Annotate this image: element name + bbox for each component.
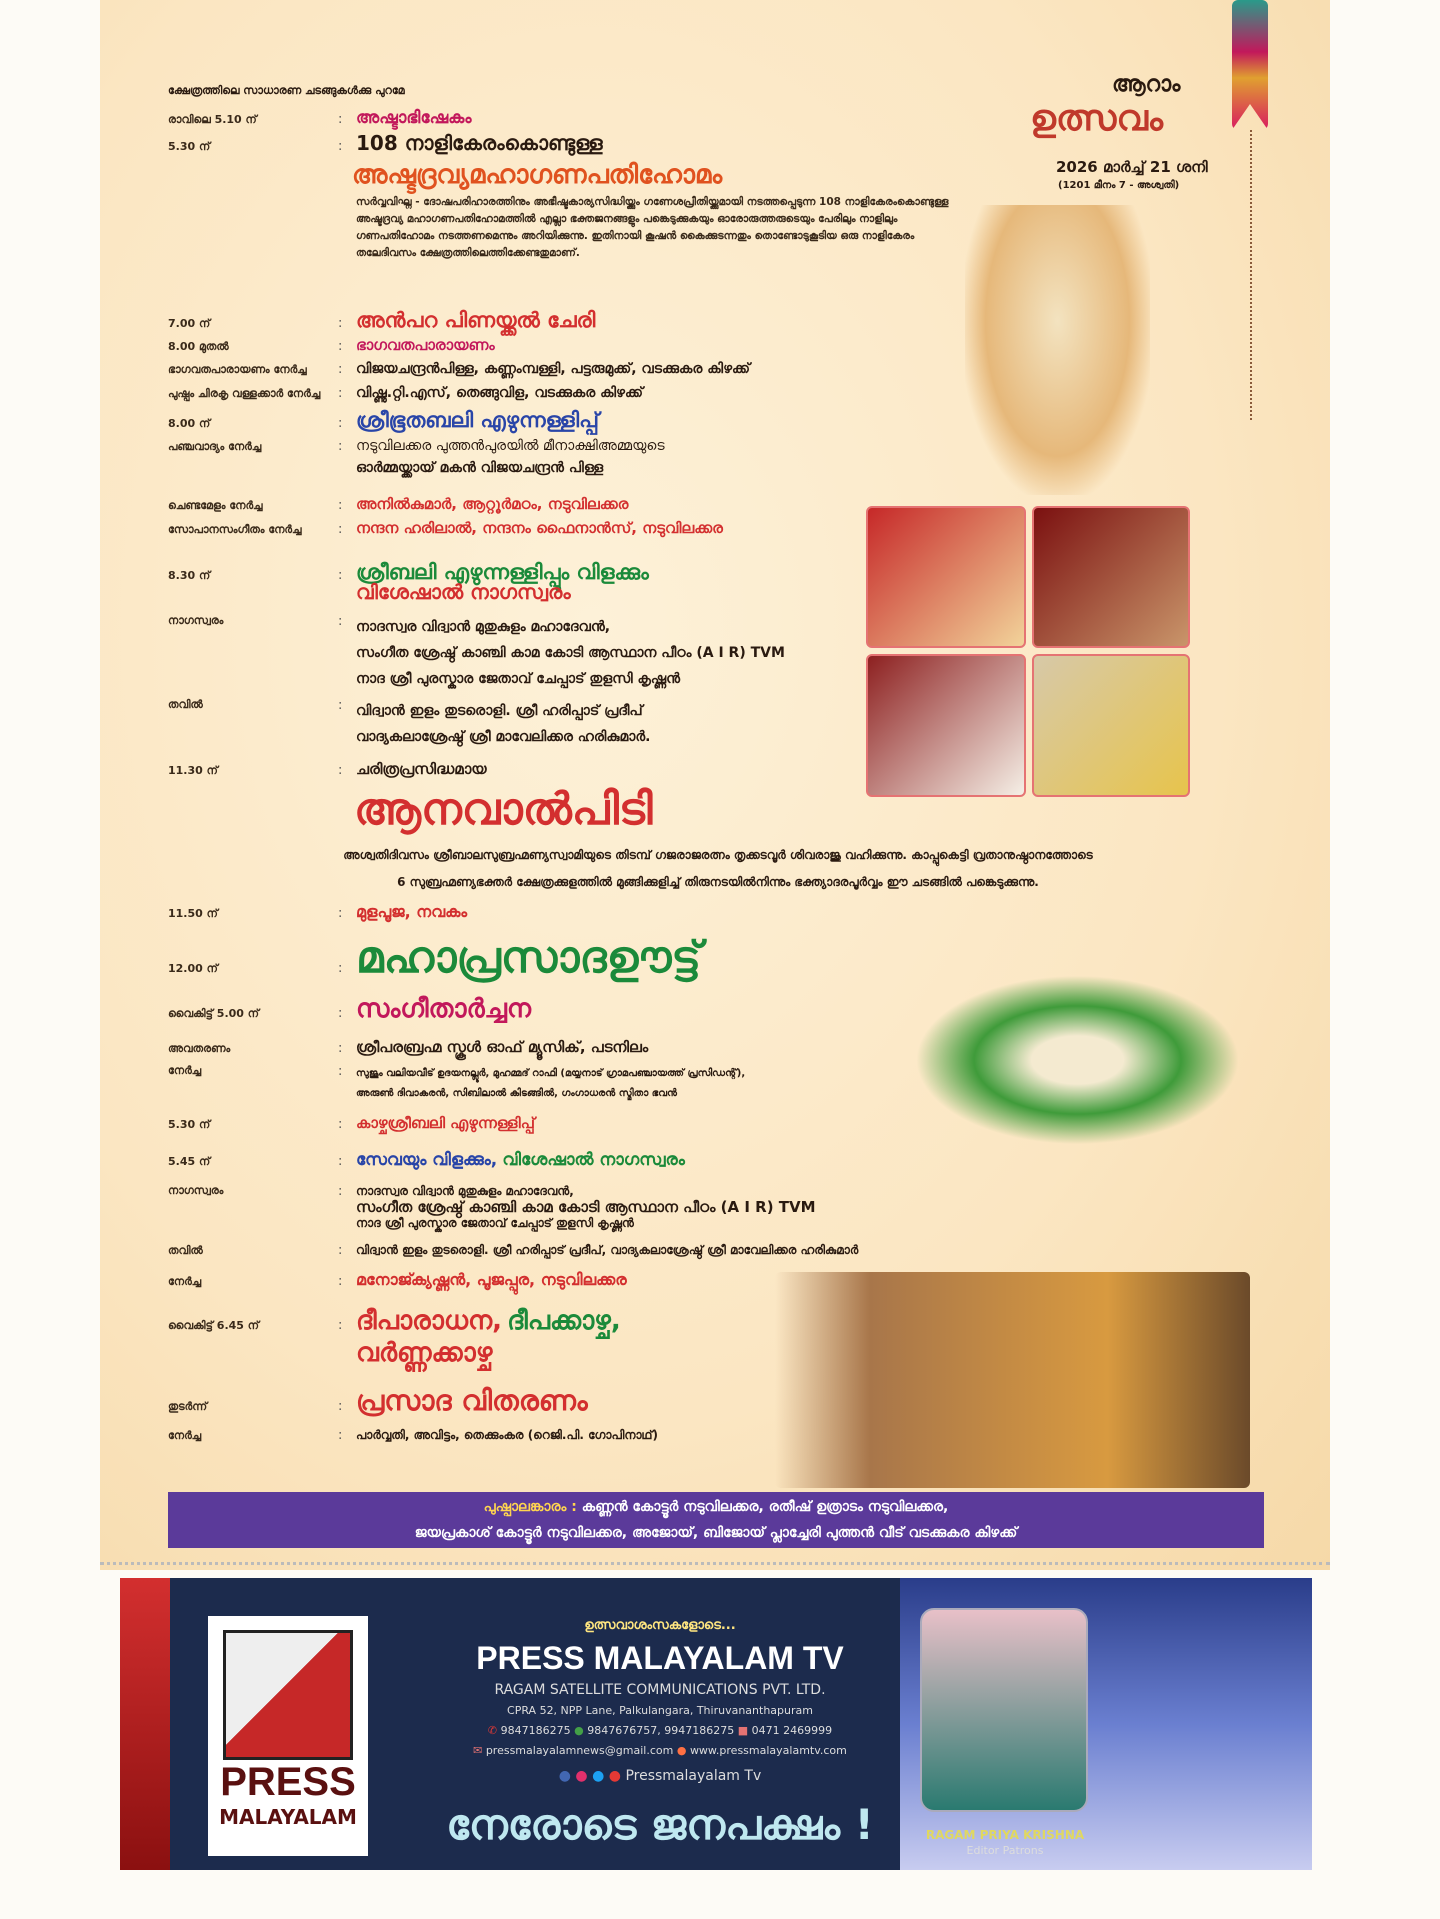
event-text: അനിൽകുമാർ, ആറ്റൂർമഠം, നടുവിലക്കര (356, 495, 629, 513)
phone-line: ✆ 9847186275 ● 9847676757, 9947186275 ■ 0471 2469999 (487, 1724, 833, 1737)
sadya-banana-leaf-image (915, 975, 1240, 1145)
time-label: 7.00 ന് (168, 317, 211, 330)
logo-text: MALAYALAM (219, 1805, 357, 1829)
artist-photo-3 (866, 654, 1026, 797)
musicians-image (775, 1272, 1250, 1488)
time-label: 11.50 ന് (168, 907, 218, 920)
time-label: 8.00 മുതൽ (168, 340, 229, 353)
time-label: പുഷ്പം ചിരകൃ വള്ളക്കാർ നേർച്ച (168, 387, 321, 400)
schedule-row: നേർച്ച : സുജും വലിയവീട് ഉദയനല്ലൂർ, മുഹമ്മദ് റാഫി (മയ്യനാട് ഗ്രാമപഞ്ചായത്ത് പ്രസിഡന്റ്), അരുൺ ദിവാകരൻ, സിബിലാൽ കിടങ്ങിൽ, ഗംഗാധരൻ സ്മിതാ ഭവൻ (168, 1064, 745, 1104)
schedule-row: വൈകിട്ട് 5.00 ന് : സംഗീതാർച്ചന (168, 994, 532, 1024)
event-text: പാർവ്വതി, അവിട്ടം, തെക്കുംകര (റെജി.പി. ഗോപിനാഥ്) (356, 1428, 658, 1442)
time-label: ഭാഗവതപാരായണം നേർച്ച (168, 363, 307, 376)
schedule-row: തവിൽ : വിദ്വാൻ ഇളം തുടരൊളി. ശ്രീ ഹരിപ്പാട് പ്രദീപ്, വാദ്യകലാശ്രേഷ്ഠ് ശ്രീ മാവേലിക്കര ഹരികുമാർ (168, 1243, 859, 1258)
event-description: സർവ്വവിഘ്ന - ദോഷപരിഹാരത്തിനും അഭീഷ്ടകാര്യസിദ്ധിയ്ക്കും ഗണേശപ്രീതിയ്ക്കുമായി നടത്തപ്പെടുന്ന 108 നാളികേരംകൊണ്ടുള്ള അഷ്ടദ്രവ്യ മഹാഗണപതിഹോമത്തിൽ എല്ലാ ഭക്തജനങ്ങളും പങ്കെടുക്കുകയും ഓരോരുത്തരുടെയും പേരിലും നാളിലും ഗണപതിഹോമം നടത്തണമെന്നും അറിയിക്കുന്നു. ഇതിനായി കൂഷൻ കൈക്കുടന്നതും തൊണ്ടോടുകൂടിയ ഒരു നാളികേരം തലേദിവസം ക്ഷേത്രത്തിലെത്തിക്കേണ്ടതുമാണ്. (356, 196, 949, 259)
event-text: സംഗീതാർച്ചന (356, 994, 532, 1024)
schedule-row: തുടർന്ന് : പ്രസാദ വിതരണം (168, 1384, 588, 1417)
event-text: ശ്രീപരബ്രഹ്മ സ്കൂൾ ഓഫ് മ്യൂസിക്, പടനിലം (356, 1038, 649, 1056)
press-malayalam-ad-banner (120, 1578, 1312, 1870)
greeting: ഉത്സവാശംസകളോടെ... (584, 1618, 736, 1633)
event-text: വിദ്വാൻ ഇളം തുടരൊളി. ശ്രീ ഹരിപ്പാട് പ്രദീപ്, വാദ്യകലാശ്രേഷ്ഠ് ശ്രീ മാവേലിക്കര ഹരികുമാർ (356, 1243, 859, 1257)
artist-photo-4 (1032, 654, 1190, 797)
schedule-row: രാവിലെ 5.10 ന് : അഷ്ടാഭിഷേകം (168, 108, 472, 128)
event-text: അൻപറ പിണയ്ക്കൽ ചേരി (356, 308, 596, 332)
schedule-row: 5.45 ന് : സേവയും വിളക്കും, വിശേഷാൽ നാഗസ്വരം (168, 1150, 685, 1170)
flowers-label: പുഷ്പാലങ്കാരം : (483, 1499, 577, 1515)
event-text: പ്രസാദ വിതരണം (356, 1384, 588, 1417)
event-text: ഭാഗവതപാരായണം (356, 336, 495, 354)
time-label: തുടർന്ന് (168, 1400, 208, 1413)
event-text-3: വർണ്ണക്കാഴ്ച (356, 1338, 493, 1368)
editor-name: RAGAM PRIYA KRISHNA (925, 1828, 1085, 1842)
contact-line: ✉ pressmalayalamnews@gmail.com ● www.pressmalayalamtv.com (473, 1744, 847, 1757)
festival-logo (1030, 68, 1230, 148)
twitter-icon: ● (592, 1768, 605, 1784)
youtube-icon: ● (608, 1768, 621, 1784)
event-text: മുളപൂജ, നവകം (356, 902, 468, 921)
time-label: നേർച്ച (168, 1429, 202, 1442)
event-line: നാദസ്വര വിദ്വാൻ മുതുകുളം മഹാദേവൻ, (356, 1184, 574, 1198)
time-label: 8.30 ന് (168, 569, 211, 582)
event-text: മഹാപ്രസാദഊട്ട് (356, 932, 702, 983)
event-text: വിജയചന്ദ്രൻപിള്ള, കണ്ണംമ്പള്ളി, പട്ടരുമുക്ക്, വടക്കുകര കിഴക്ക് (356, 361, 751, 377)
artist-photo-1 (866, 506, 1026, 648)
social-handle: Pressmalayalam Tv (625, 1768, 762, 1784)
email: pressmalayalamnews@gmail.com (485, 1744, 674, 1757)
schedule-row: വൈകിട്ട് 6.45 ന് : ദീപാരാധന, ദീപക്കാഴ്ച, (168, 1306, 621, 1336)
logo-small-text: ആറാം (1112, 72, 1181, 97)
event-text: 108 നാളികേരംകൊണ്ടുള്ള (356, 131, 603, 155)
schedule-row: 11.50 ന് : മുളപൂജ, നവകം (168, 902, 468, 921)
schedule-row: പഞ്ചവാദ്യം നേർച്ച : നടുവിലക്കര പുത്തൻപുരയിൽ മീനാക്ഷിഅമ്മയുടെ (168, 438, 665, 454)
event-line: സംഗീത ശ്രേഷ്ഠ് കാഞ്ചി കാമ കോടി ആസ്ഥാന പീഠം (A I R) TVM (356, 645, 785, 661)
logo-text: PRESS (220, 1760, 356, 1804)
time-label: നാഗസ്വരം (168, 1184, 224, 1197)
header-note: ക്ഷേത്രത്തിലെ സാധാരണ ചടങ്ങുകൾക്കു പുറമേ (168, 84, 405, 97)
note-line: അശ്വതിദിവസം ശ്രീബാലസുബ്രഹ്മണ്യസ്വാമിയുടെ തിടമ്പ് ഗജരാജരത്നം തൃക്കടവൂർ ശിവരാജു വഹിക്കുന്നു. കാപ്പുകെട്ടി വ്രതാനുഷ്ഠാനത്തോടെ (343, 848, 1093, 862)
event-text-2: ദീപക്കാഴ്ച, (507, 1306, 621, 1336)
flowers-line: കണ്ണൻ കോട്ടൂർ നടുവിലക്കര, രതീഷ് ഉത്രാടം നടുവിലക്കര, (581, 1499, 949, 1515)
landline: 0471 2469999 (751, 1724, 833, 1737)
time-label: തവിൽ (168, 698, 203, 711)
schedule-row: 5.30 ന് : 108 നാളികേരംകൊണ്ടുള്ള (168, 131, 603, 155)
artist-photo-2 (1032, 506, 1190, 648)
schedule-row: 8.00 ന് : ശ്രീഭൂതബലി എഴുന്നള്ളിപ്പ് (168, 408, 599, 432)
event-text: നടുവിലക്കര പുത്തൻപുരയിൽ മീനാക്ഷിഅമ്മയുടെ (356, 438, 665, 454)
event-text: വിഷ്ണു.റ്റി.എസ്, തെങ്ങുവിള, വടക്കുകര കിഴക്ക് (356, 385, 643, 401)
ganesha-image (965, 205, 1150, 495)
event-line: അരുൺ ദിവാകരൻ, സിബിലാൽ കിടങ്ങിൽ, ഗംഗാധരൻ സ്മിതാ ഭവൻ (356, 1088, 677, 1099)
schedule-row: 12.00 ന് : മഹാപ്രസാദഊട്ട് (168, 932, 702, 983)
schedule-row: 7.00 ന് : അൻപറ പിണയ്ക്കൽ ചേരി (168, 308, 596, 332)
flowers-line: ജയപ്രകാശ് കോട്ടൂർ നടുവിലക്കര, അജോയ്, ബിജോയ് പ്ലാച്ചേരി പുത്തൻ വീട് വടക്കുകര കിഴക്ക് (414, 1525, 1018, 1541)
time-label: അവതരണം (168, 1042, 231, 1055)
dotted-string (1250, 130, 1252, 420)
time-label: 12.00 ന് (168, 962, 218, 975)
editor-title: Editor Patrons (966, 1844, 1044, 1857)
event-line: നാദ ശ്രീ പുരസ്കാര ജേതാവ് ചേപ്പാട് തുളസി കൃഷ്ണൻ (356, 1216, 634, 1230)
schedule-row: തവിൽ : വിദ്വാൻ ഇളം തുടരൊളി. ശ്രീ ഹരിപ്പാട് പ്രദീപ് വാദ്യകലാശ്രേഷ്ഠ് ശ്രീ മാവേലിക്കര ഹരികുമാർ. (168, 698, 650, 750)
event-text: ശ്രീബലി എഴുന്നള്ളിപ്പും വിളക്കും (356, 560, 649, 584)
phone: 9847186275 (500, 1724, 571, 1737)
event-text: ചരിത്രപ്രസിദ്ധമായ (356, 760, 487, 778)
tagline: നേരോടെ ജനപക്ഷം ! (446, 1800, 874, 1849)
event-text-line2: വിശേഷാൽ നാഗസ്വരം (356, 580, 571, 604)
event-line: നാദസ്വര വിദ്വാൻ മുതുകുളം മഹാദേവൻ, (356, 619, 611, 635)
schedule-row: നാഗസ്വരം : നാദസ്വര വിദ്വാൻ മുതുകുളം മഹാദേവൻ, സംഗീത ശ്രേഷ്ഠ് കാഞ്ചി കാമ കോടി ആസ്ഥാന പീഠം (A I R) TVM നാദ ശ്രീ പുരസ്കാര ജേതാവ് ചേപ്പാട് തുളസി കൃഷ്ണൻ (168, 614, 785, 692)
event-text: മനോജ്ക്യഷ്ണൻ, പൂജപ്പുര, നടുവിലക്കര (356, 1270, 627, 1289)
schedule-row: ചെണ്ടമേളം നേർച്ച : അനിൽകുമാർ, ആറ്റൂർമഠം, നടുവിലക്കര (168, 495, 629, 513)
time-label: 8.00 ന് (168, 417, 211, 430)
note-line: 6 സുബ്രഹ്മണ്യഭക്തർ ക്ഷേത്രക്കുളത്തിൽ മുങ്ങിക്കുളിച്ച് തിരുനടയിൽനിന്നും ഭക്ത്യാദരപൂർവ്വം ഈ ചടങ്ങിൽ പങ്കെടുക്കുന്നു. (397, 875, 1039, 889)
event-text: സേവയും വിളക്കും, (356, 1150, 498, 1170)
red-accent (120, 1578, 170, 1870)
schedule-row: നാഗസ്വരം : നാദസ്വര വിദ്വാൻ മുതുകുളം മഹാദേവൻ, സംഗീത ശ്രേഷ്ഠ് കാഞ്ചി കാമ കോടി ആസ്ഥാന പീഠം (A I R) TVM നാദ ശ്രീ പുരസ്കാര ജേതാവ് ചേപ്പാട് തുളസി കൃഷ്ണൻ (168, 1184, 816, 1230)
event-title: ആനവാൽപിടി (354, 784, 653, 835)
schedule-row: ഭാഗവതപാരായണം നേർച്ച : വിജയചന്ദ്രൻപിള്ള, കണ്ണംമ്പള്ളി, പട്ടരുമുക്ക്, വടക്കുകര കിഴക്ക് (168, 361, 751, 377)
time-label: നേർച്ച (168, 1064, 202, 1077)
press-malayalam-logo (208, 1616, 368, 1856)
time-label: 5.30 ന് (168, 1118, 211, 1131)
social-line (410, 1768, 910, 1784)
instagram-icon: ● (575, 1768, 588, 1784)
website: www.pressmalayalamtv.com (689, 1744, 847, 1757)
schedule-row: പുഷ്പം ചിരകൃ വള്ളക്കാർ നേർച്ച : വിഷ്ണു.റ്റി.എസ്, തെങ്ങുവിള, വടക്കുകര കിഴക്ക് (168, 385, 643, 401)
time-label: 5.45 ന് (168, 1155, 211, 1168)
event-text: ശ്രീഭൂതബലി എഴുന്നള്ളിപ്പ് (356, 408, 599, 432)
schedule-row: നേർച്ച : പാർവ്വതി, അവിട്ടം, തെക്കുംകര (റെജി.പി. ഗോപിനാഥ്) (168, 1428, 658, 1443)
event-text: നന്ദന ഹരിലാൽ, നന്ദനം ഫൈനാൻസ്, നടുവിലക്കര (356, 519, 723, 537)
address: CPRA 52, NPP Lane, Palkulangara, Thiruvananthapuram (507, 1704, 813, 1717)
facebook-icon: ● (558, 1768, 571, 1784)
event-text-2: വിശേഷാൽ നാഗസ്വരം (502, 1150, 685, 1170)
event-line: നാദ ശ്രീ പുരസ്കാര ജേതാവ് ചേപ്പാട് തുളസി കൃഷ്ണൻ (356, 671, 681, 687)
festival-date: 2026 മാർച്ച് 21 ശനി (1056, 158, 1208, 176)
schedule-row: സോപാനസംഗീതം നേർച്ച : നന്ദന ഹരിലാൽ, നന്ദനം ഫൈനാൻസ്, നടുവിലക്കര (168, 519, 723, 537)
whatsapp: 9847676757, 9947186275 (587, 1724, 735, 1737)
event-text: അഷ്ടാഭിഷേകം (356, 108, 472, 128)
time-label: തവിൽ (168, 1244, 203, 1257)
time-label: ചെണ്ടമേളം നേർച്ച (168, 499, 263, 512)
time-label: പഞ്ചവാദ്യം നേർച്ച (168, 440, 262, 453)
channel-name: PRESS MALAYALAM TV (476, 1640, 844, 1676)
time-label: നാഗസ്വരം (168, 614, 224, 627)
schedule-row: 8.30 ന് : ശ്രീബലി എഴുന്നള്ളിപ്പും വിളക്കും (168, 546, 649, 585)
flower-decoration-band (168, 1492, 1264, 1548)
event-title: അഷ്ടദ്രവ്യമഹാഗണപതിഹോമം (352, 160, 723, 190)
editor-photo (920, 1608, 1088, 1812)
event-text: കാഴ്ചശ്രീബലി എഴുന്നള്ളിപ്പ് (356, 1114, 535, 1132)
time-label: വൈകിട്ട് 6.45 ന് (168, 1319, 259, 1332)
schedule-row: നേർച്ച : മനോജ്ക്യഷ്ണൻ, പൂജപ്പുര, നടുവിലക്കര (168, 1270, 627, 1289)
schedule-row: 11.30 ന് : ചരിത്രപ്രസിദ്ധമായ (168, 760, 487, 778)
event-line: വാദ്യകലാശ്രേഷ്ഠ് ശ്രീ മാവേലിക്കര ഹരികുമാർ. (356, 729, 651, 745)
time-label: നേർച്ച (168, 1275, 202, 1288)
event-text-line2: ഓർമ്മയ്ക്കായ് മകൻ വിജയചന്ദ്രൻ പിള്ള (356, 460, 604, 476)
time-label: സോപാനസംഗീതം നേർച്ച (168, 523, 302, 536)
event-text: ദീപാരാധന, (356, 1306, 502, 1336)
festival-date-sub: (1201 മീനം 7 - അശ്വതി) (1058, 180, 1180, 191)
schedule-row: അവതരണം : ശ്രീപരബ്രഹ്മ സ്കൂൾ ഓഫ് മ്യൂസിക്, പടനിലം (168, 1038, 649, 1056)
time-label: 5.30 ന് (168, 140, 211, 153)
event-line: സംഗീത ശ്രേഷ്ഠ് കാഞ്ചി കാമ കോടി ആസ്ഥാന പീഠം (A I R) TVM (356, 1198, 816, 1216)
divider (100, 1562, 1330, 1565)
event-line: വിദ്വാൻ ഇളം തുടരൊളി. ശ്രീ ഹരിപ്പാട് പ്രദീപ് (356, 703, 643, 719)
time-label: വൈകിട്ട് 5.00 ന് (168, 1007, 259, 1020)
schedule-row: 8.00 മുതൽ : ഭാഗവതപാരായണം (168, 336, 495, 354)
logo-big-letter: ഉത്സവം (1030, 98, 1164, 139)
time-label: രാവിലെ 5.10 ന് (168, 113, 257, 126)
logo-mark (223, 1630, 353, 1760)
anavalpidi-note (168, 842, 1268, 896)
event-line: സുജും വലിയവീട് ഉദയനല്ലൂർ, മുഹമ്മദ് റാഫി (മയ്യനാട് ഗ്രാമപഞ്ചായത്ത് പ്രസിഡന്റ്), (356, 1068, 746, 1079)
time-label: 11.30 ന് (168, 764, 218, 777)
schedule-row: 5.30 ന് : കാഴ്ചശ്രീബലി എഴുന്നള്ളിപ്പ് (168, 1114, 535, 1132)
company-name: RAGAM SATELLITE COMMUNICATIONS PVT. LTD. (494, 1682, 826, 1698)
